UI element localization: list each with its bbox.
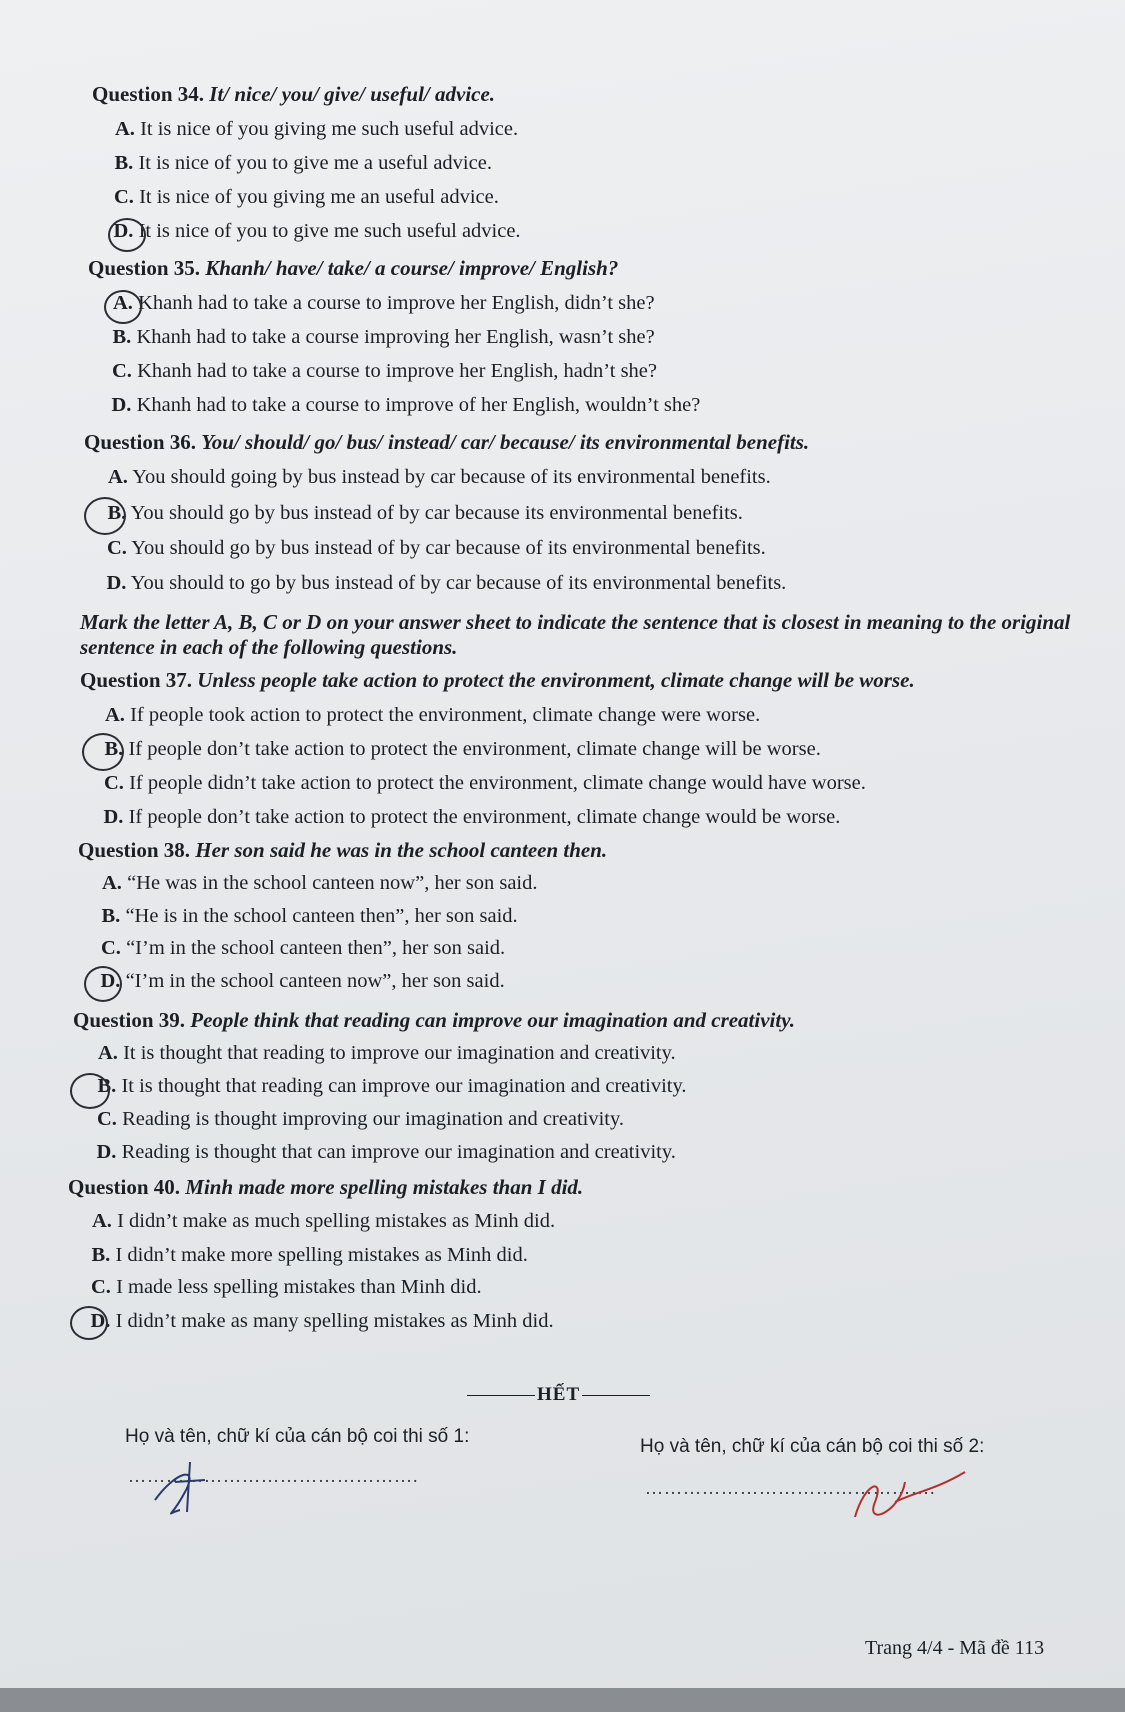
- question-40-option-b: [92, 1244, 528, 1267]
- answer-circle-mark: [104, 290, 142, 324]
- signature-1-line: ……………………………………….: [128, 1466, 419, 1486]
- option-text: It is nice of you giving me an useful advice.: [133, 186, 499, 208]
- question-number: Question 36.: [84, 430, 202, 454]
- option-text: “I’m in the school canteen then”, her son said.: [120, 937, 506, 959]
- signature-1-label: Họ và tên, chữ kí của cán bộ coi thi số 1:: [125, 1426, 470, 1447]
- question-prompt: Khanh/ have/ take/ a course/ improve/ English?: [205, 256, 619, 280]
- option-letter: B.: [107, 502, 127, 524]
- option-text: I made less spelling mistakes than Minh did.: [110, 1276, 482, 1298]
- question-34-option-d: [114, 220, 521, 243]
- section-instruction: Mark the letter A, B, C or D on your answer sheet to indicate the sentence that is closest in meaning to the original sentence in each of the following questions.: [80, 610, 1071, 659]
- option-letter: B.: [91, 1244, 111, 1266]
- option-text: You should go by bus instead of by car because its environmental benefits.: [126, 502, 743, 524]
- question-prompt: People think that reading can improve our imagination and creativity.: [190, 1008, 796, 1032]
- option-text: “I’m in the school canteen now”, her son said.: [120, 970, 505, 992]
- option-text: You should to go by bus instead of by car because of its environmental benefits.: [126, 572, 787, 594]
- answer-circle-mark: [84, 497, 126, 535]
- question-number: Question 39.: [73, 1008, 191, 1032]
- option-letter: A.: [102, 872, 122, 894]
- question-36-option-d: [107, 572, 787, 595]
- question-39-option-a: [98, 1042, 676, 1065]
- question-prompt: Minh made more spelling mistakes than I did.: [185, 1175, 584, 1199]
- option-text: I didn’t make more spelling mistakes as Minh did.: [110, 1244, 528, 1266]
- question-40-option-a: [92, 1210, 555, 1233]
- option-text: It is nice of you to give me such useful advice.: [133, 220, 521, 242]
- question-number: Question 35.: [88, 256, 206, 280]
- option-letter: A.: [92, 1210, 112, 1232]
- question-35-option-d: [112, 394, 701, 417]
- question-number: Question 38.: [78, 838, 196, 862]
- question-36-title: [84, 430, 809, 455]
- option-letter: C.: [97, 1108, 117, 1130]
- question-35-option-a: [113, 292, 655, 315]
- question-34-title: [92, 82, 495, 107]
- question-36-option-b: [108, 502, 743, 525]
- option-letter: D.: [96, 1141, 117, 1163]
- question-38-title: [78, 838, 607, 863]
- option-letter: A.: [115, 118, 135, 140]
- question-40-option-d: [91, 1310, 554, 1333]
- option-text: “He was in the school canteen now”, her son said.: [121, 872, 538, 894]
- question-35-option-b: [113, 326, 655, 349]
- option-letter: B.: [112, 326, 132, 348]
- option-letter: B.: [101, 905, 121, 927]
- option-text: Khanh had to take a course improving her English, wasn’t she?: [131, 326, 655, 348]
- question-39-option-b: [98, 1075, 687, 1098]
- option-text: It is thought that reading can improve our imagination and creativity.: [116, 1075, 687, 1097]
- option-letter: C.: [101, 937, 121, 959]
- option-letter: B.: [104, 738, 124, 760]
- signature-2-scribble: [845, 1462, 975, 1532]
- question-37-option-d: [104, 806, 841, 829]
- option-letter: C.: [112, 360, 132, 382]
- option-letter: C.: [107, 537, 127, 559]
- question-37-option-b: [105, 738, 821, 761]
- scan-edge-shadow: [0, 1688, 1125, 1712]
- question-38-option-d: [101, 970, 505, 993]
- question-40-option-c: [91, 1276, 482, 1299]
- question-prompt: It/ nice/ you/ give/ useful/ advice.: [209, 82, 496, 106]
- question-35-title: [88, 256, 618, 281]
- option-letter: D.: [113, 220, 134, 242]
- option-text: Reading is thought improving our imagination and creativity.: [116, 1108, 625, 1130]
- question-number: Question 40.: [68, 1175, 186, 1199]
- option-text: “He is in the school canteen then”, her son said.: [120, 905, 518, 927]
- option-letter: D.: [106, 572, 127, 594]
- option-text: It is thought that reading to improve our imagination and creativity.: [117, 1042, 676, 1064]
- question-39-option-c: [97, 1108, 624, 1131]
- answer-circle-mark: [70, 1073, 110, 1109]
- question-37-option-c: [104, 772, 866, 795]
- question-39-option-d: [97, 1141, 676, 1164]
- option-letter: D.: [90, 1310, 111, 1332]
- option-text: I didn’t make as much spelling mistakes as Minh did.: [111, 1210, 556, 1232]
- question-38-option-a: [102, 872, 538, 895]
- page-footer: Trang 4/4 - Mã đề 113: [865, 1637, 1045, 1659]
- option-text: You should go by bus instead of by car because of its environmental benefits.: [126, 537, 766, 559]
- option-letter: A.: [98, 1042, 118, 1064]
- answer-circle-mark: [82, 733, 124, 771]
- answer-circle-mark: [108, 218, 146, 252]
- option-text: It is nice of you to give me a useful advice.: [133, 152, 492, 174]
- question-38-option-c: [101, 937, 505, 960]
- question-36-option-c: [107, 537, 766, 560]
- option-text: Khanh had to take a course to improve her English, didn’t she?: [132, 292, 655, 314]
- question-36-option-a: [108, 466, 771, 489]
- option-text: It is nice of you giving me such useful advice.: [134, 118, 519, 140]
- option-letter: A.: [113, 292, 133, 314]
- option-letter: A.: [105, 704, 125, 726]
- option-text: If people don’t take action to protect the environment, climate change will be worse.: [123, 738, 821, 760]
- option-text: You should going by bus instead by car because of its environmental benefits.: [127, 466, 771, 488]
- question-prompt: Her son said he was in the school canteen then.: [195, 838, 608, 862]
- answer-circle-mark: [70, 1306, 108, 1340]
- option-text: Reading is thought that can improve our imagination and creativity.: [116, 1141, 676, 1163]
- option-letter: D.: [100, 970, 121, 992]
- question-38-option-b: [102, 905, 518, 928]
- option-text: Khanh had to take a course to improve her English, hadn’t she?: [131, 360, 658, 382]
- option-letter: A.: [108, 466, 128, 488]
- question-34-option-c: [114, 186, 499, 209]
- question-39-title: [73, 1008, 795, 1033]
- question-34-option-a: [115, 118, 518, 141]
- option-letter: C.: [91, 1276, 111, 1298]
- option-letter: B.: [97, 1075, 117, 1097]
- end-mark: HẾT: [465, 1384, 652, 1406]
- question-34-option-b: [115, 152, 492, 175]
- question-40-title: [68, 1175, 583, 1200]
- signature-2-line: ……………………………………….: [645, 1478, 936, 1498]
- question-prompt: You/ should/ go/ bus/ instead/ car/ because/ its environmental benefits.: [201, 430, 810, 454]
- signature-1-scribble: [145, 1452, 235, 1522]
- option-letter: D.: [103, 806, 124, 828]
- option-text: I didn’t make as many spelling mistakes as Minh did.: [110, 1310, 554, 1332]
- option-letter: C.: [114, 186, 134, 208]
- option-letter: D.: [111, 394, 132, 416]
- option-text: If people don’t take action to protect the environment, climate change would be worse.: [123, 806, 841, 828]
- option-letter: C.: [104, 772, 124, 794]
- question-35-option-c: [112, 360, 657, 383]
- option-text: Khanh had to take a course to improve of her English, wouldn’t she?: [131, 394, 701, 416]
- option-text: If people didn’t take action to protect the environment, climate change would have worse.: [123, 772, 866, 794]
- option-letter: B.: [114, 152, 134, 174]
- question-37-option-a: [105, 704, 760, 727]
- signature-2-label: Họ và tên, chữ kí của cán bộ coi thi số 2:: [640, 1436, 985, 1457]
- question-number: Question 34.: [92, 82, 210, 106]
- question-prompt: Unless people take action to protect the environment, climate change will be worse.: [197, 668, 915, 692]
- option-text: If people took action to protect the environment, climate change were worse.: [124, 704, 761, 726]
- question-number: Question 37.: [80, 668, 198, 692]
- answer-circle-mark: [84, 966, 122, 1002]
- question-37-title: [80, 668, 915, 693]
